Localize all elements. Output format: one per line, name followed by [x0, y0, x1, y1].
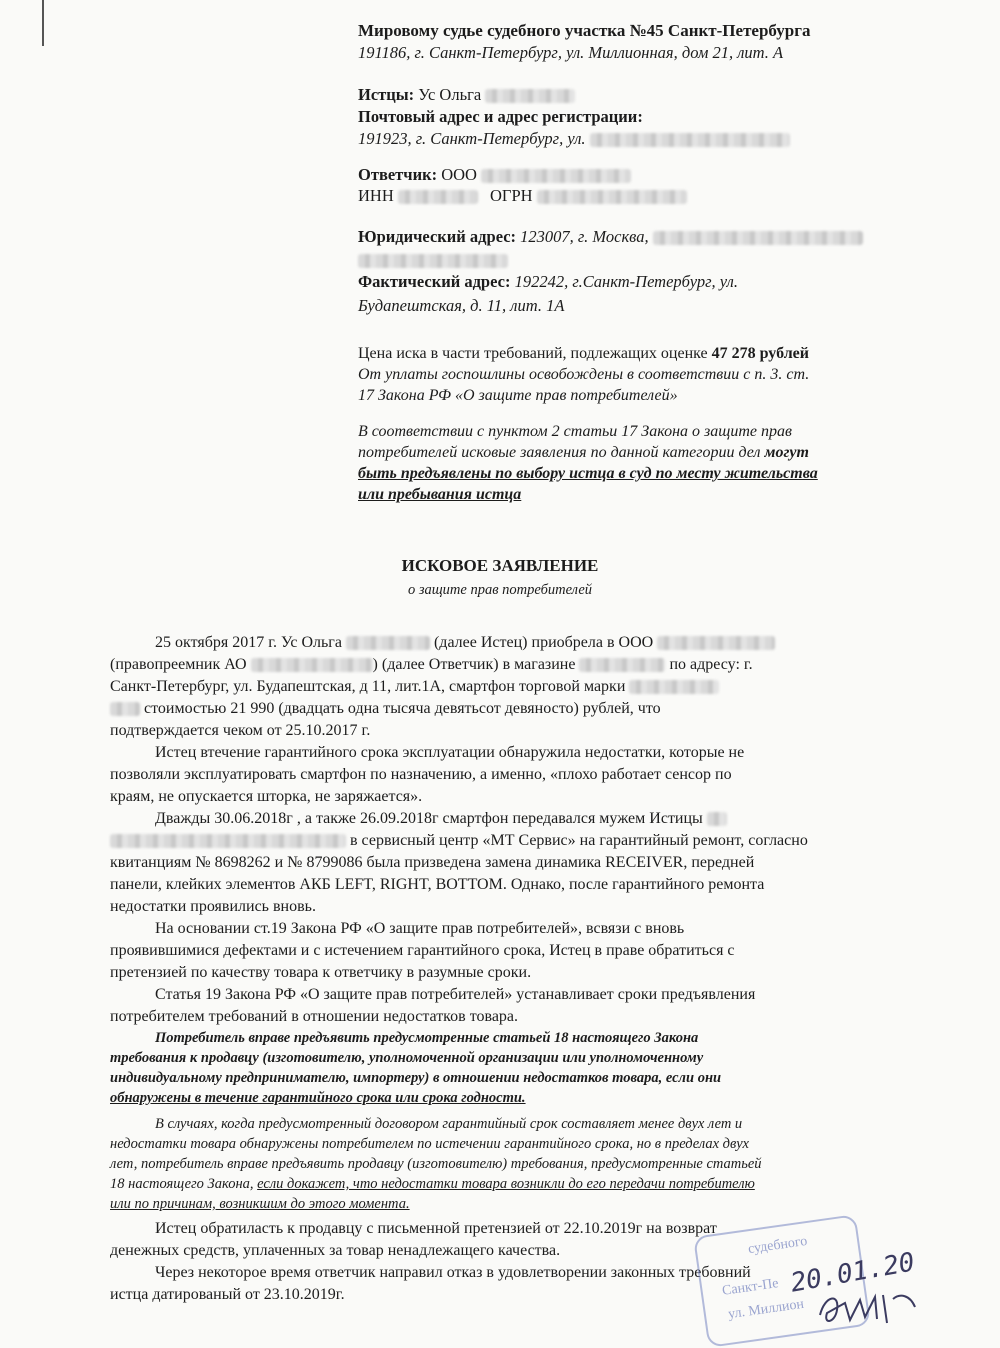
p3-text-b: в сервисный центр «МТ Сервис» на гарантийный ремонт, согласно: [350, 832, 808, 849]
jurisdiction-line-3: быть предъявлены по выбору истца в суд по месту жительства: [358, 465, 818, 482]
jurisdiction-line-2: [358, 442, 809, 463]
quote1-line3: индивидуальному предпринимателю, импортеру) в отношении недостатков товара, если они: [110, 1070, 722, 1086]
redaction-blur: [485, 89, 575, 103]
body-p3-line5: недостатки проявились вновь.: [110, 898, 316, 915]
claim-price-text: Цена иска в части требований, подлежащих оценке: [358, 345, 708, 362]
body-p6-line1: Истец обратиласть к продавцу с письменной претензией от 22.10.2019г на возврат: [155, 1220, 717, 1237]
defendant-label: Ответчик:: [358, 165, 438, 184]
document-subtitle: о защите прав потребителей: [407, 582, 593, 598]
legal-label: Юридический адрес:: [358, 227, 517, 246]
p1-text-c: (правопреемник АО: [110, 656, 247, 673]
body-p3-line3: квитанциям № 8698262 и № 8799086 была призведена замена динамика RECEIVER, передней: [110, 854, 755, 871]
body-p3-line2: [110, 830, 808, 852]
claim-price-line: [358, 343, 809, 364]
defendant-name: ООО: [441, 165, 477, 184]
stamp-text-1: судебного: [747, 1233, 809, 1258]
duty-line-1: От уплаты госпошлины освобождены в соответствии с п. 3. ст.: [358, 366, 810, 383]
redaction-blur: [537, 190, 687, 204]
redaction-blur: [579, 658, 665, 672]
body-p4-line3: претензией по качеству товара к ответчику в разумные сроки.: [110, 964, 532, 981]
redaction-blur: [358, 254, 508, 268]
postal-label: Почтовый адрес и адрес регистрации:: [358, 107, 643, 126]
jurisdiction-line-2-bold: могут: [764, 444, 809, 461]
p1-text-d: ) (далее Ответчик) в магазине: [372, 656, 576, 673]
p3-text-a: Дважды 30.06.2018г , а также 26.09.2018г смартфон передавался мужем Истицы: [155, 810, 703, 827]
body-p2-line3: краям, не опускается шторка, не заряжается».: [110, 788, 423, 805]
body-p5-line1: Статья 19 Закона РФ «О защите прав потребителей» устанавливает сроки предъявления: [155, 986, 756, 1003]
body-p4-line2: проявившимися дефектами и с истечением гарантийного срока, Истец в праве обратиться с: [110, 942, 735, 959]
redaction-blur: [653, 231, 863, 245]
postal-address-text: 191923, г. Санкт-Петербург, ул.: [358, 129, 586, 148]
redaction-blur: [590, 133, 790, 147]
redaction-blur: [629, 680, 719, 694]
quote1-line1: Потребитель вправе предъявить предусмотренные статьей 18 настоящего Закона: [155, 1030, 699, 1046]
ogrn-label: ОГРН: [490, 186, 533, 205]
body-p1-line3: [110, 676, 719, 698]
legal-address-line: [358, 226, 863, 248]
legal-address-cont: [358, 252, 508, 270]
quote2-line3: лет, потребитель вправе предъявить продавцу (изготовителю) требования, предусмотренные статьей: [110, 1156, 762, 1172]
p1-text-b: (далее Истец) приобрела в ООО: [433, 634, 654, 651]
p1-text-e: по адресу: г.: [669, 656, 753, 673]
plaintiff-label: Истцы:: [358, 85, 415, 104]
stamp-text-3: ул. Миллион: [727, 1296, 805, 1323]
court-name: Мировому судье судебного участка №45 Санкт-Петербурга: [358, 21, 811, 40]
body-p2-line1: Истец втечение гарантийного срока эксплуатации обнаружила недостатки, которые не: [155, 744, 745, 761]
body-p7-line2: истца датированый от 23.10.2019г.: [110, 1286, 345, 1303]
body-p6-line2: денежных средств, уплаченных за товар ненадлежащего качества.: [110, 1242, 561, 1259]
redaction-blur: [251, 658, 373, 672]
body-p3-line4: панели, клейких элементов АКБ LEFT, RIGHT, BOTTOM. Однако, после гарантийного ремонта: [110, 876, 765, 893]
redaction-blur: [707, 812, 727, 826]
body-p2-line2: позволяли эксплуатировать смартфон по назначению, а именно, «плохо работает сенсор по: [110, 766, 732, 783]
quote1-line4: обнаружены в течение гарантийного срока или срока годности.: [110, 1090, 526, 1106]
inn-ogrn-line: [358, 185, 687, 207]
actual-address-1: 192242, г.Санкт-Петербург, ул.: [514, 272, 738, 291]
redaction-blur: [481, 169, 631, 183]
redaction-blur: [110, 834, 346, 848]
redaction-blur: [398, 190, 478, 204]
redaction-blur: [110, 702, 140, 716]
quote2-text-b: если докажет, что недостатки товара возникли до его передачи потребителю: [257, 1176, 755, 1192]
redaction-blur: [657, 636, 775, 650]
body-p1-line4: [110, 698, 661, 720]
jurisdiction-line-1: В соответствии с пунктом 2 статьи 17 Закона о защите прав: [358, 423, 792, 440]
court-address: 191186, г. Санкт-Петербург, ул. Миллионная, дом 21, лит. А: [358, 43, 784, 62]
document-title: ИСКОВОЕ ЗАЯВЛЕНИЕ: [401, 556, 599, 575]
quote2-line5: или по причинам, возникшим до этого момента.: [110, 1196, 410, 1212]
plaintiff-name: Ус Ольга: [418, 85, 482, 104]
claim-price-value: 47 278 рублей: [711, 345, 809, 362]
body-p1-line2: [110, 654, 753, 676]
actual-label: Фактический адрес:: [358, 272, 511, 291]
postal-address: [358, 128, 790, 150]
actual-address-line: [358, 271, 738, 293]
duty-line-2: 17 Закона РФ «О защите прав потребителей»: [358, 387, 678, 404]
body-p5-line2: потребителем требований в отношении недостатков товара.: [110, 1008, 519, 1025]
redaction-blur: [346, 636, 430, 650]
handwritten-date: 20.01.20: [788, 1247, 917, 1299]
body-p4-line1: На основании ст.19 Закона РФ «О защите прав потребителей», всвязи с вновь: [155, 920, 685, 937]
paper-fold-mark: [42, 0, 44, 46]
quote2-text-a: 18 настоящего Закона,: [110, 1176, 254, 1192]
body-p7-line1: Через некоторое время ответчик направил отказ в удовлетворении законных требовний: [155, 1264, 751, 1281]
quote2-line2: недостатки товара обнаружены потребителем по истечении гарантийного срока, но в пределах двух: [110, 1136, 749, 1152]
jurisdiction-line-2-text: потребителей исковые заявления по данной категории дел: [358, 444, 761, 461]
p1-text-a: 25 октября 2017 г. Ус Ольга: [155, 634, 342, 651]
actual-address-2: Будапештская, д. 11, лит. 1А: [358, 296, 565, 315]
stamp-text-2: Санкт-Пе: [721, 1276, 780, 1299]
quote2-line4: [110, 1174, 755, 1194]
inn-label: ИНН: [358, 186, 394, 205]
p1-text-g: стоимостью 21 990 (двадцать одна тысяча девятьсот девяносто) рублей, что: [144, 700, 661, 717]
jurisdiction-line-4: или пребывания истца: [358, 486, 522, 503]
body-p3-line1: [155, 808, 727, 830]
legal-address: 123007, г. Москва,: [520, 227, 649, 246]
plaintiff-line: [358, 84, 575, 106]
defendant-line: [358, 164, 631, 186]
p1-text-f: Санкт-Петербург, ул. Будапештская, д 11, лит.1А, смартфон торговой марки: [110, 678, 626, 695]
quote1-line2: требования к продавцу (изготовителю, уполномоченной организации или уполномоченному: [110, 1050, 704, 1066]
signature-icon: [815, 1285, 925, 1330]
quote2-line1: В случаях, когда предусмотренный договором гарантийный срок составляет менее двух лет и: [155, 1116, 743, 1132]
body-p1-line5: подтверждается чеком от 25.10.2017 г.: [110, 722, 371, 739]
body-p1-line1: [155, 632, 775, 654]
